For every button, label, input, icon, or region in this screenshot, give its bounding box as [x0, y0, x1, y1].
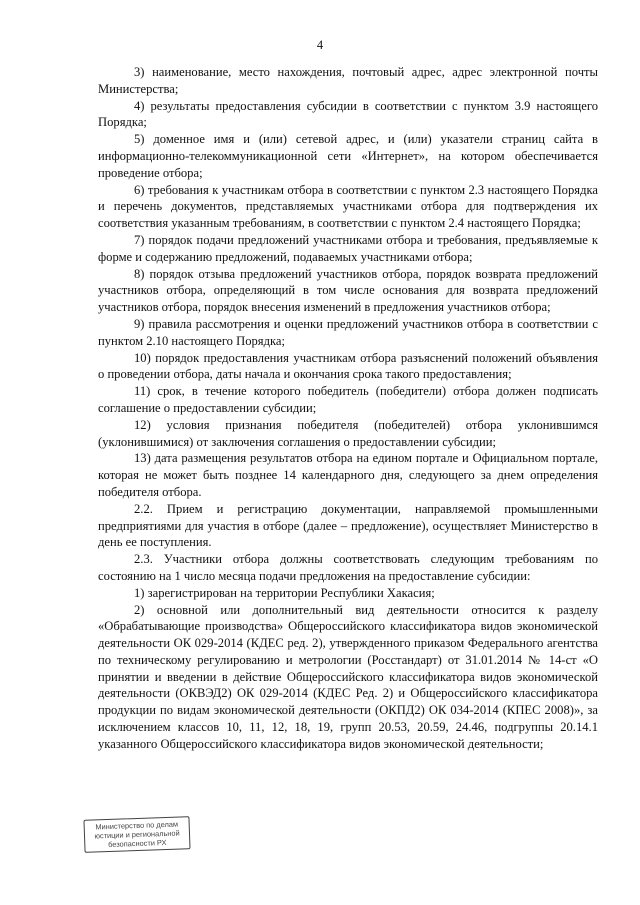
page-number: 4 — [316, 38, 324, 52]
paragraph-item-3: 3) наименование, место нахождения, почтовый адрес, адрес электронной почты Министерства; — [98, 65, 598, 96]
paragraph-item-6: 6) требования к участникам отбора в соответствии с пунктом 2.3 настоящего Порядка и перечень документов, представляемых участниками отбора для подтверждения их соответствия указанным требованиям, в соответствии с пунктом 2.4 настоящего Порядка; — [98, 182, 598, 231]
paragraph-item-9: 9) правила рассмотрения и оценки предложений участников отбора в соответствии с пунктом 2.10 настоящего Порядка; — [98, 316, 598, 348]
paragraph-item-12: 12) условия признания победителя (победителей) отбора уклонившимся (уклонившимися) от заключения соглашения о предоставлении субсидии; — [98, 417, 598, 449]
paragraph-requirement-2: 2) основной или дополнительный вид деятельности относится к разделу «Обрабатывающие производства» Общероссийского классификатора видов экономической деятельности ОК 029-2014 (КДЕС ред. 2), утвержденного приказом Федерального агентства по техническому регулированию и метрологии (Росстандарт) от 31.01.2014 № 14-ст «О принятии и введении в действие Общероссийского классификатора видов экономической деятельности (ОКВЭД2) ОК 029-2014 (КДЕС Ред. 2) и Общероссийского классификатора продукции по видам экономической деятельности (ОКПД2) ОК 034-2014 (КПЕС 2008)», за исключением классов 10, 11, 12, 18, 19, групп 20.53, 20.59, 24.46, подгруппы 20.14.1 указанного Общероссийского классификатора видов экономической деятельности; — [98, 602, 598, 751]
stamp-line-1: Министерство по делам — [95, 819, 179, 832]
paragraph-item-7: 7) порядок подачи предложений участниками отбора и требования, предъявляемые к форме и содержанию предложений, подаваемых участниками отбора; — [98, 232, 598, 264]
paragraph-item-13: 13) дата размещения результатов отбора на едином портале и Официальном портале, которая не может быть позднее 14 календарного дня, следующего за днем определения победителя отбора. — [98, 451, 598, 499]
document-body — [98, 64, 598, 753]
paragraph-item-11: 11) срок, в течение которого победитель (победители) отбора должен подписать соглашение о предоставлении субсидии; — [98, 384, 598, 415]
paragraph-item-5: 5) доменное имя и (или) сетевой адрес, и (или) указатели страниц сайта в информационно-телекоммуникационной сети «Интернет», на котором обеспечивается проведение отбора; — [98, 132, 598, 180]
paragraph-requirement-1: 1) зарегистрирован на территории Республики Хакасия; — [134, 585, 435, 600]
paragraph-item-10: 10) порядок предоставления участникам отбора разъяснений положений объявления о проведении отбора, даты начала и окончания срока такого предоставления; — [98, 350, 598, 382]
stamp-line-2: юстиции и региональной — [94, 828, 180, 841]
stamp-line-3: безопасности РХ — [108, 837, 167, 850]
paragraph-item-8: 8) порядок отзыва предложений участников отбора, порядок возврата предложений участников отбора, определяющий в том числе основания для возврата предложений участников отбора, порядок внесения изменений в предложения участников отбора; — [98, 266, 598, 315]
paragraph-section-2-2: 2.2. Прием и регистрацию документации, направляемой промышленными предприятиями для участия в отборе (далее – предложение), осуществляет Министерство в день ее поступления. — [98, 501, 598, 550]
paragraph-item-4: 4) результаты предоставления субсидии в соответствии с пунктом 3.9 настоящего Порядка; — [98, 98, 598, 130]
paragraph-section-2-3: 2.3. Участники отбора должны соответствовать следующим требованиям по состоянию на 1 число месяца подачи предложения на предоставление субсидии: — [98, 552, 598, 583]
registration-stamp — [83, 816, 190, 853]
